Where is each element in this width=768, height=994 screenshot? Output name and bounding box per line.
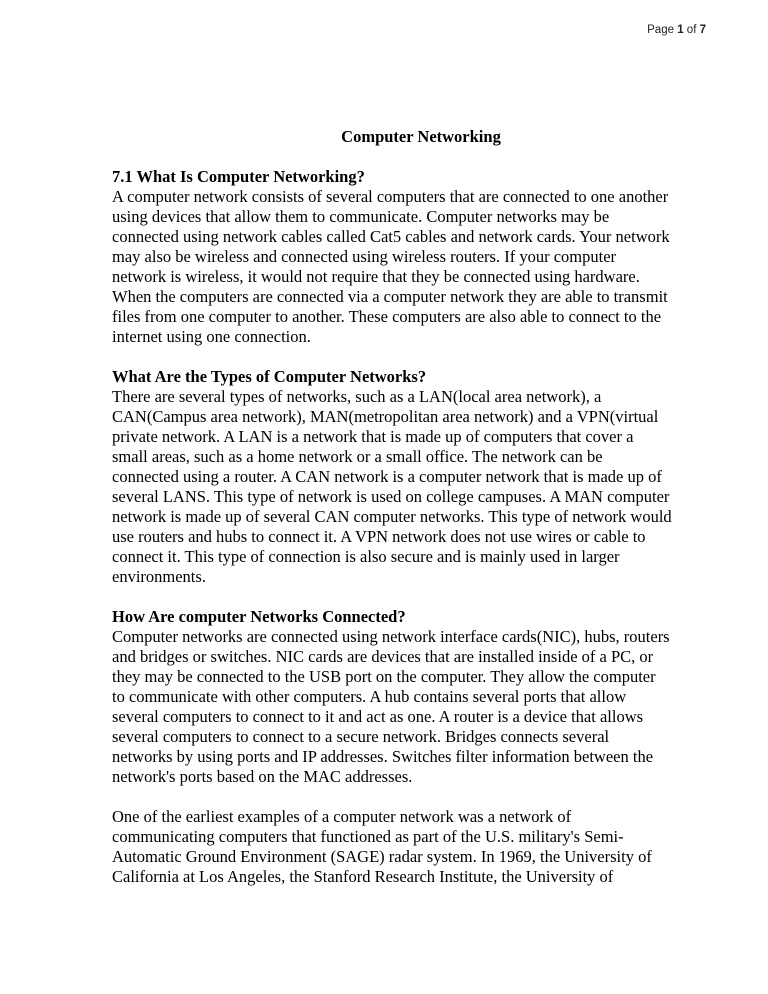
section-heading: How Are computer Networks Connected?	[112, 607, 406, 626]
page-of: of	[683, 24, 700, 36]
page-number-header	[647, 24, 706, 36]
section-how-networks-connected	[112, 607, 672, 787]
section-heading: 7.1 What Is Computer Networking?	[112, 167, 365, 186]
section-heading: What Are the Types of Computer Networks?	[112, 367, 427, 386]
page-prefix: Page	[647, 24, 678, 36]
document-title: Computer Networking	[341, 127, 501, 146]
section-paragraph: There are several types of networks, such as a LAN(local area network), a CAN(Campus area network), MAN(metropolitan area network) and a VPN(virtual private network. A LAN is a network that is made up of computers that cover a small areas, such as a home network or a small office. The network can be connected using a router. A CAN network is a computer network that is made up of several LANS. This type of network is used on college campuses. A MAN computer network is made up of several CAN computer networks. This type of network would use routers and hubs to connect it. A VPN network does not use wires or cable to connect it. This type of connection is also secure and is mainly used in larger environments.	[112, 387, 672, 586]
section-paragraph: A computer network consists of several computers that are connected to one another using devices that allow them to communicate. Computer networks may be connected using network cables called Cat5 cables and network cards. Your network may also be wireless and connected using wireless routers. If your computer network is wireless, it would not require that they be connected using hardware. When the computers are connected via a computer network they are able to transmit files from one computer to another. These computers are also able to connect to the internet using one connection.	[112, 187, 670, 346]
section-paragraph: One of the earliest examples of a computer network was a network of communicating computers that functioned as part of the U.S. military's Semi-Automatic Ground Environment (SAGE) radar system. In 1969, the University of California at Los Angeles, the Stanford Research Institute, the University of	[112, 807, 652, 886]
section-types-of-networks	[112, 367, 672, 587]
section-what-is-networking	[112, 167, 672, 347]
page-total: 7	[699, 24, 706, 36]
section-history	[112, 807, 672, 887]
page-current: 1	[677, 24, 684, 36]
section-paragraph: Computer networks are connected using network interface cards(NIC), hubs, routers and bridges or switches. NIC cards are devices that are installed inside of a PC, or they may be connected to the USB port on the computer. They allow the computer to communicate with other computers. A hub contains several ports that allow several computers to connect to it and act as one. A router is a device that allows several computers to connect to a secure network. Bridges connects several networks by using ports and IP addresses. Switches filter information between the network's ports based on the MAC addresses.	[112, 627, 670, 786]
document-content	[112, 127, 672, 907]
